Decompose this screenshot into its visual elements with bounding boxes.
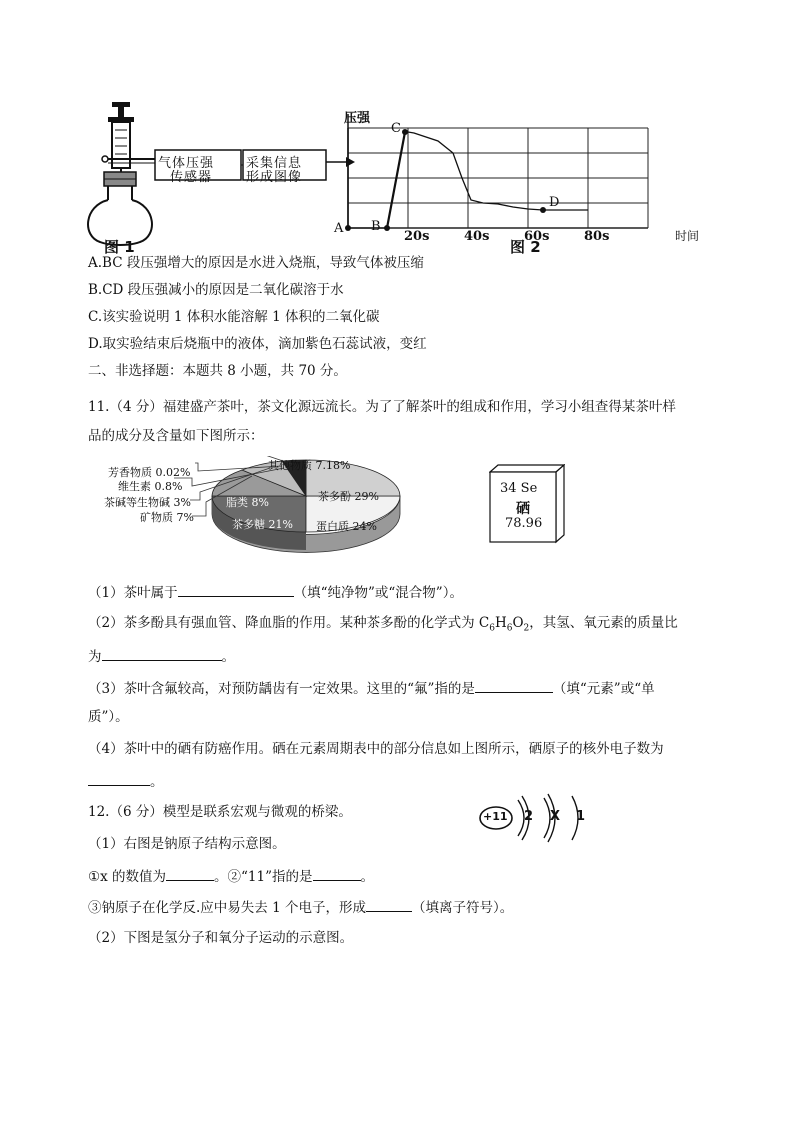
pie-label-vitamin: 维生素 0.8%: [118, 480, 183, 493]
q11-part2-cont: 为 。: [88, 646, 235, 666]
answer-blank-q11-3[interactable]: [475, 678, 553, 693]
figure-1-label: 图 1: [104, 238, 135, 256]
pie-label-mineral: 矿物质 7%: [140, 511, 194, 524]
sensor-label-line2: 传感器: [170, 170, 213, 185]
chart-point-label-b: B: [371, 219, 381, 234]
q11-part3: （3）茶叶含氟较高，对预防龋齿有一定效果。这里的“氟”指的是 （填“元素”或“单: [88, 678, 655, 698]
pie-label-fat: 脂类 8%: [226, 496, 269, 509]
q11-part2: （2）茶多酚具有强血管、降血脂的作用。某种茶多酚的化学式为 $C_6H_6O_2$，其氢、氧元素的质量比: [88, 615, 678, 634]
chart-point-d: [540, 207, 546, 213]
q11-part4-cont: 。: [88, 771, 164, 791]
q12-part1-sub3: ③钠原子在化学反.应中易失去 1 个电子，形成 （填离子符号）。: [88, 897, 513, 917]
q11-intro-line2: 品的成分及含量如下图所示：: [88, 428, 264, 444]
answer-blank-q11-1[interactable]: [178, 582, 294, 597]
atom-shell-3: 1: [576, 809, 586, 824]
q12-intro: 12.（6 分）模型是联系宏观与微观的桥梁。: [88, 804, 352, 820]
pie-label-polysaccharide: 茶多糖 21%: [232, 518, 293, 531]
pie-label-aromatic: 芳香物质 0.02%: [108, 466, 191, 479]
pie-label-protein: 蛋白质 24%: [316, 520, 377, 533]
chart-point-b: [384, 225, 390, 231]
q12-part2: （2）下图是氢分子和氧分子运动的示意图。: [88, 930, 354, 946]
option-c: C.该实验说明 1 体积水能溶解 1 体积的二氧化碳: [88, 309, 380, 325]
figure-2-pressure-chart: [330, 108, 710, 253]
pie-label-polyphenol: 茶多酚 29%: [318, 490, 379, 503]
q11-part3-cont: 质”）。: [88, 709, 129, 725]
q11-part1: （1）茶叶属于 （填“纯净物”或“混合物”）。: [88, 582, 463, 602]
atom-shell-2: X: [550, 809, 561, 824]
x-tick-label: 40s: [464, 229, 490, 244]
section-heading: 二、非选择题：本题共 8 小题，共 70 分。: [88, 363, 347, 379]
answer-blank-q11-2[interactable]: [102, 646, 222, 661]
answer-blank-q12-11[interactable]: [313, 866, 361, 881]
sensor-label-line1: 气体压强: [158, 156, 215, 171]
answer-blank-q12-x[interactable]: [166, 866, 214, 881]
info-label-line2: 形成图像: [246, 170, 303, 185]
chart-point-label-c: C: [391, 121, 401, 136]
q11-intro-line1: 11.（4 分）福建盛产茶叶，茶文化源远流长。为了了解茶叶的组成和作用，学习小组查得某茶叶样: [88, 399, 676, 415]
atom-nucleus-charge: +11: [483, 810, 508, 823]
element-number-symbol: 34 Se: [500, 481, 538, 496]
x-tick-label: 20s: [404, 229, 430, 244]
x-tick-label: 60s: [524, 229, 550, 244]
pie-label-other: 其他物质 7.18%: [268, 459, 351, 472]
x-axis-label: 时间: [675, 229, 700, 243]
element-mass: 78.96: [505, 516, 543, 531]
chart-point-label-d: D: [549, 195, 560, 210]
element-name: 硒: [516, 501, 530, 517]
figure-2-label: 图 2: [510, 238, 541, 256]
q11-part4: （4）茶叶中的硒有防癌作用。硒在元素周期表中的部分信息如上图所示，硒原子的核外电子数为: [88, 741, 664, 757]
chart-point-a: [345, 225, 351, 231]
chart-point-label-a: A: [334, 221, 344, 236]
info-label-line1: 采集信息: [246, 156, 303, 171]
y-axis-label: 压强: [344, 111, 371, 126]
x-tick-label: 80s: [584, 229, 610, 244]
option-b: B.CD 段压强减小的原因是二氧化碳溶于水: [88, 282, 344, 298]
option-d: D.取实验结束后烧瓶中的液体，滴加紫色石蕊试液，变红: [88, 336, 427, 352]
answer-blank-q11-4[interactable]: [88, 771, 150, 786]
atom-shell-1: 2: [524, 809, 534, 824]
chart-point-c: [402, 129, 408, 135]
figure-1-apparatus: [80, 96, 355, 256]
q12-part1-sub1: ①x 的数值为 。②“11”指的是 。: [88, 866, 374, 886]
pie-label-alkaloid: 茶碱等生物碱 3%: [104, 496, 191, 509]
answer-blank-q12-ion[interactable]: [366, 897, 412, 912]
q12-part1: （1）右图是钠原子结构示意图。: [88, 836, 286, 852]
option-a: A.BC 段压强增大的原因是水进入烧瓶，导致气体被压缩: [88, 255, 424, 271]
